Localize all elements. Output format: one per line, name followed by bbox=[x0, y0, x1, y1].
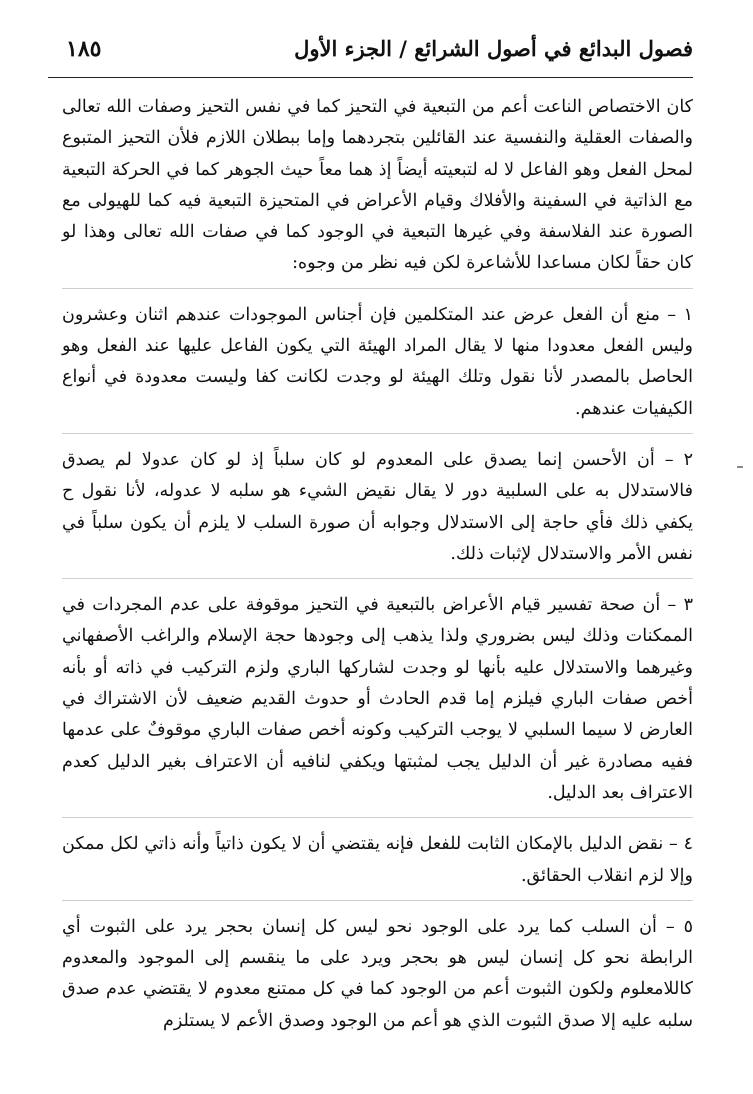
paragraph-point-1: ١ – منع أن الفعل عرض عند المتكلمين فإن أجناس الموجودات عندهم اثنان وعشرون وليس الفعل معدودا منها لا يقال المراد الهيئة التي يكون الفاعل عليها عند الفعل وهو الحاصل بالمصدر لأنا نقول وتلك الهيئة لو وجدت لكانت كفا وليست معدودة في أنواع الكيفيات عندهم. bbox=[62, 304, 693, 419]
paragraph-intro: كان الاختصاص الناعت أعم من التبعية في التحيز كما في نفس التحيز وصفات الله تعالى والصفات العقلية والنفسية عند القائلين بتجردهما وإما ببطلان اللازم فلأن التحيز المتبوع لمحل الفعل وهو الفاعل لا له لتبعيته أيضاً إذ هما معاً حيث الجوهر كما في الحركة التبعية مع الذاتية في السفينة والأفلاك وقيام الأعراض في المتحيزة التبعية فيه كما للهيولى مع الصورة عند الفلاسفة وفي غيرها التبعية في الوجود كما في صفات الله تعالى وهذا لو كان حقاً لكان مساعدا للأشاعرة لكن فيه نظر من وجوه: bbox=[62, 97, 693, 274]
running-title: فصول البدائع في أصول الشرائع / الجزء الأول bbox=[294, 36, 693, 61]
paragraph-divider bbox=[62, 288, 693, 289]
paragraph-point-2: ٢ – أن الأحسن إنما يصدق على المعدوم لو كان سلباً إذ لو كان عدولا لم يصدق فالاستدلال به على السلبية دور لا يقال نقيض الشيء هو سلبه لا عدوله، لأنا نقول ح يكفي ذلك فأي حاجة إلى الاستدلال وجوابه أن صورة السلب لا يلزم أن يكون سلباً في نفس الأمر والاستدلال لإثبات ذلك. bbox=[62, 449, 694, 564]
paragraph-divider bbox=[62, 433, 693, 434]
paragraph-point-5: ٥ – أن السلب كما يرد على الوجود نحو ليس كل إنسان بحجر يرد على الثبوت أي الرابطة نحو كل إنسان ليس هو بحجر ويرد على ما ينقسم إلى الموجود والمعدوم كاللامعلوم ولكون الثبوت أعم من الوجود كما في كل ممتنع معدوم لا يقتضي عدم صدق سلبه عليه إلا صدق الثبوت الذي هو أعم من الوجود وصدق الأعم لا يستلزم bbox=[62, 916, 693, 1031]
paragraph-divider bbox=[62, 578, 693, 579]
page-number: ١٨٥ bbox=[66, 36, 102, 62]
body-text bbox=[62, 92, 693, 1037]
paragraph-point-4: ٤ – نقض الدليل بالإمكان الثابت للفعل فإنه يقتضي أن لا يكون ذاتياً وأنه ذاتي لكل ممكن وإلا لزم انقلاب الحقائق. bbox=[62, 834, 693, 886]
paragraph-divider bbox=[62, 900, 693, 901]
paragraph-point-3: ٣ – أن صحة تفسير قيام الأعراض بالتبعية في التحيز موقوفة على عدم المجردات في الممكنات وذلك ليس بضروري ولذا يذهب إلى وجودها حجة الإسلام والراغب الأصفهاني وغيرهما والاستدلال عليه بأنها لو وجدت لشاركها الباري ولزم التركيب في ذاته أو بأنه أخص صفات الباري فيلزم إما قدم الحادث أو حدوث القديم ضعيف لأن الاشتراك في العارض لا سيما السلبي لا يوجب التركيب وكونه أخص صفات الباري موقوفٌ على عدمها ففيه مصادرة غير أن الدليل يجب لمثبتها ويكفي لنافيه أن الاعتراف بغير الدليل كعدم الاعتراف بعد الدليل. bbox=[62, 595, 693, 803]
header-rule bbox=[48, 77, 693, 78]
paragraph-divider bbox=[62, 817, 693, 818]
margin-mark bbox=[737, 466, 743, 468]
running-header bbox=[48, 34, 693, 74]
